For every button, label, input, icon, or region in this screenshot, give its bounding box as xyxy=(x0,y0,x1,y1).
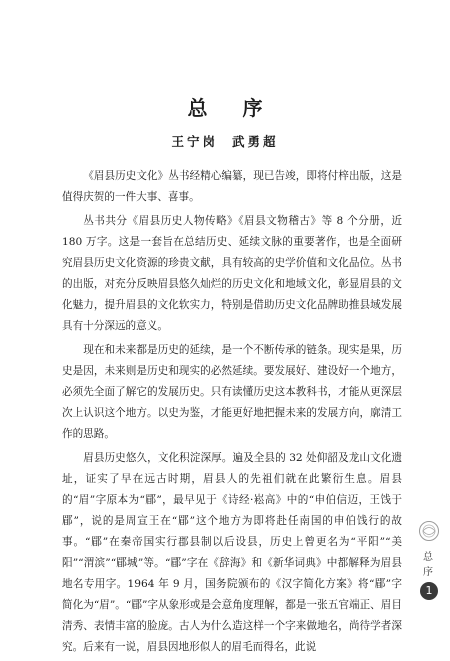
authors-line xyxy=(0,132,450,150)
paragraph: 眉县历史悠久，文化积淀深厚。遍及全县的 32 处仰韶及龙山文化遗址，证实了早在远古时期，眉县人的先祖们就在此繁衍生息。眉县的“眉”字原本为“郿”，最早见于《诗经·崧高》中的“申伯信迈，王饯于郿”，说的是周宣王在“郿”这个地方为即将赴任南国的申伯饯行的故事。“郿”在秦帝国实行郡县制以后设县，历史上曾更名为“平阳”“美阳”“渭滨”“郿城”等。“郿”字在《辞海》和《新华词典》中都解释为眉县地名专用字。1964 年 9 月，国务院颁布的《汉字简化方案》将“郿”字简化为“眉”。“郿”字从象形或是会意角度理解，都是一张五官端正、眉目清秀、表情丰富的脸庞。古人为什么造这样一个字来做地名，尚待学者深究。后来有一说，眉县因地形似人的眉毛而得名，此说 xyxy=(62,452,402,653)
side-label: 总 序 xyxy=(423,552,433,578)
decorative-circle-icon xyxy=(418,520,440,542)
page-title: 总 序 xyxy=(187,96,277,120)
author-name: 武勇超 xyxy=(232,134,279,149)
page-number: 1 xyxy=(420,582,438,600)
paragraph: 丛书共分《眉县历史人物传略》《眉县文物稽古》等 8 个分册，近 180 万字。这是一套旨在总结历史、延续文脉的重要著作，也是全面研究眉县历史文化资源的珍贵文献，具有较高的史学价值和文化品位。丛书的出版，对充分反映眉县悠久灿烂的历史文化和地域文化，彰显眉县的文化魅力，提升眉县的文化软实力，特别是借助历史文化品牌助推县域发展具有十分深远的意义。 xyxy=(62,215,402,332)
body-text xyxy=(62,166,402,661)
author-name: 王宁岗 xyxy=(171,134,218,149)
paragraph: 现在和未来都是历史的延续，是一个不断传承的链条。现实是果，历史是因，未来则是历史和现实的必然延续。要发展好、建设好一个地方，必须先全面了解它的发展历史。只有读懂历史这本教科书，才能从更深层次上认识这个地方。以史为鉴，才能更好地把握未来的发展方向，廓清工作的思路。 xyxy=(62,344,402,440)
side-tab xyxy=(414,520,444,620)
paragraph: 《眉县历史文化》丛书经精心编纂，现已告竣，即将付梓出版，这是值得庆贺的一件大事、喜事。 xyxy=(62,170,402,203)
